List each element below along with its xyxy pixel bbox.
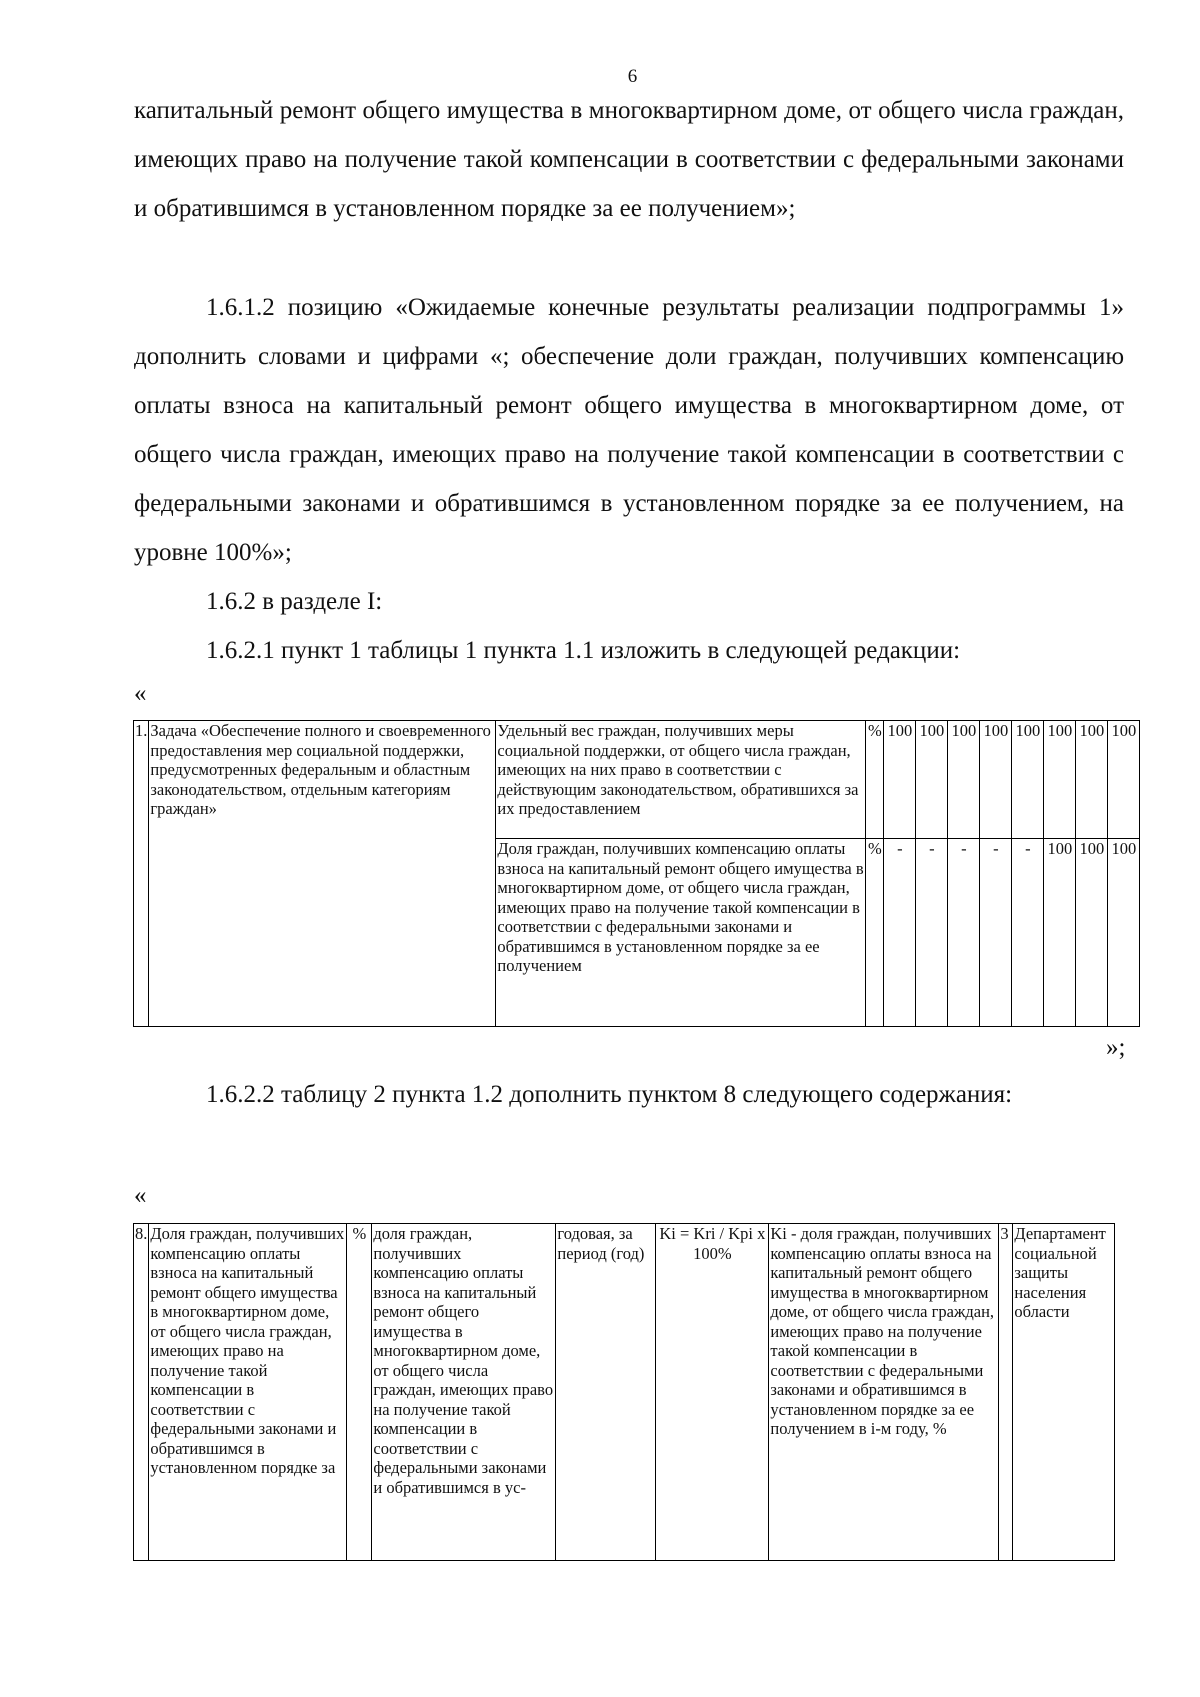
indicator-name-cell: Доля граждан, получивших компенсацию оплаты взноса на капитальный ремонт общего имущества в многоквартирном доме, от общего числа граждан, имеющих право на получение такой компенсации в соответствии с федеральными законами и обратившимся в установленном порядке за xyxy=(149,1224,347,1561)
paragraph-block-4 xyxy=(134,626,1124,675)
value-cell: 100 xyxy=(1108,721,1140,839)
value-cell: - xyxy=(1012,839,1044,1027)
value-cell: 100 xyxy=(884,721,916,839)
value-cell: 100 xyxy=(1012,721,1044,839)
value-cell: 100 xyxy=(1044,721,1076,839)
indicator-cell: Доля граждан, получивших компенсацию оплаты взноса на капитальный ремонт общего имущества в многоквартирном доме, от общего числа граждан, имеющих право на получение такой компенсации в соответствии с федеральными законами и обратившимся в установленном порядке за ее получением xyxy=(496,839,866,1027)
value-cell: - xyxy=(916,839,948,1027)
explanation-cell: Ki - доля граждан, получивших компенсацию оплаты взноса на капитальный ремонт общего имущества в многоквартирном доме, от общего числа граждан, имеющих право на получение такой компенсации в соответствии с федеральными законами и обратившимся в установленном порядке за ее получением в i-м году, % xyxy=(769,1224,999,1561)
value-cell: 100 xyxy=(980,721,1012,839)
table-2-item-8 xyxy=(133,1223,1115,1561)
paragraph-block-5 xyxy=(134,1070,1124,1119)
paragraph-4: 1.6.2.1 пункт 1 таблицы 1 пункта 1.1 изложить в следующей редакции: xyxy=(206,637,961,664)
paragraph-3: 1.6.2 в разделе I: xyxy=(206,588,383,615)
method-cell: 3 xyxy=(999,1224,1013,1561)
paragraph-continuation xyxy=(134,86,1124,233)
paragraph-2: 1.6.1.2 позицию «Ожидаемые конечные результаты реализации подпрограммы 1» дополнить словами и цифрами «; обеспечение доли граждан, получивших компенсацию оплаты взноса на капитальный ремонт общего имущества в многоквартирном доме, от общего числа граждан, имеющих право на получение такой компенсации в соответствии с федеральными законами и обратившимся в установленном порядке за ее получением, на уровне 100%»; xyxy=(134,294,1124,566)
value-cell: 100 xyxy=(948,721,980,839)
value-cell: 100 xyxy=(1108,839,1140,1027)
periodicity-cell: годовая, за период (год) xyxy=(556,1224,656,1561)
paragraph-1: капитальный ремонт общего имущества в многоквартирном доме, от общего числа граждан, имеющих право на получение такой компенсации в соответствии с федеральными законами и обратившимся в установленном порядке за ее получением»; xyxy=(134,97,1124,222)
responsible-cell: Департамент социальной защиты населения области xyxy=(1013,1224,1115,1561)
value-cell: 100 xyxy=(916,721,948,839)
closing-quote-1: »; xyxy=(1106,1034,1126,1061)
indicator-cell: Удельный вес граждан, получивших меры социальной поддержки, от общего числа граждан, имеющих на них право в соответствии с действующим законодательством, обратившихся за их предоставлением xyxy=(496,721,866,839)
unit-cell: % xyxy=(347,1224,372,1561)
unit-cell: % xyxy=(866,721,884,839)
value-cell: 100 xyxy=(1044,839,1076,1027)
page-number: 6 xyxy=(627,66,638,87)
value-cell: - xyxy=(980,839,1012,1027)
task-cell: Задача «Обеспечение полного и своевременного предоставления мер социальной поддержки, предусмотренных федеральным и областным законодательством, отдельным категориям граждан» xyxy=(149,721,496,1027)
value-cell: 100 xyxy=(1076,839,1108,1027)
value-cell: 100 xyxy=(1076,721,1108,839)
paragraph-block-2 xyxy=(134,283,1124,577)
formula-cell: Ki = Kri / Kpi x 100% xyxy=(656,1224,769,1561)
row-number: 8. xyxy=(134,1224,149,1561)
paragraph-5: 1.6.2.2 таблицу 2 пункта 1.2 дополнить пунктом 8 следующего содержания: xyxy=(206,1081,1013,1108)
value-cell: - xyxy=(884,839,916,1027)
table-row xyxy=(134,721,1140,839)
table-row xyxy=(134,1224,1115,1561)
opening-quote-1: « xyxy=(134,680,147,707)
opening-quote-2: « xyxy=(134,1182,147,1209)
definition-cell: доля граждан, получивших компенсацию оплаты взноса на капитальный ремонт общего имущества в многоквартирном доме, от общего числа граждан, имеющих право на получение такой компенсации в соответствии с федеральными законами и обратившимся в ус- xyxy=(372,1224,556,1561)
unit-cell: % xyxy=(866,839,884,1027)
table-1-item-1 xyxy=(133,720,1140,1027)
paragraph-block-3 xyxy=(134,577,1124,626)
row-number: 1. xyxy=(134,721,149,1027)
value-cell: - xyxy=(948,839,980,1027)
